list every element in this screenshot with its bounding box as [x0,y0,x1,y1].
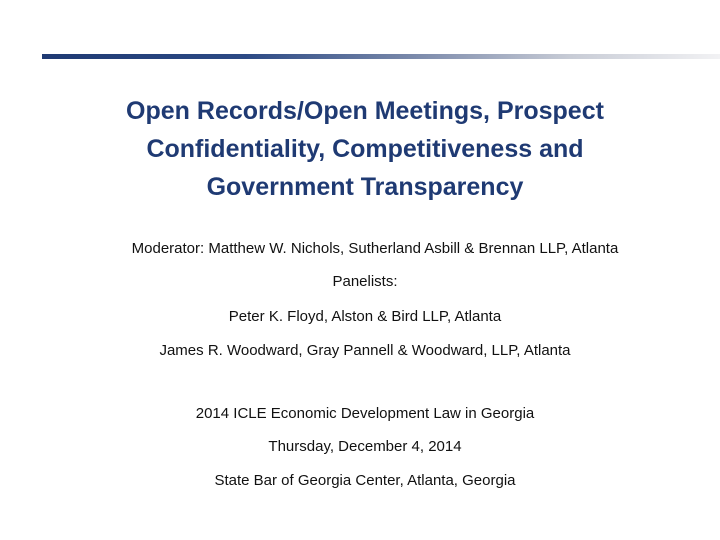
title-line-3: Government Transparency [206,173,524,201]
top-gradient-bar [42,54,720,59]
event-name: 2014 ICLE Economic Development Law in Georgia [195,405,535,422]
title-line-2: Confidentiality, Competitiveness and [146,135,584,163]
event-venue: State Bar of Georgia Center, Atlanta, Georgia [214,472,516,489]
panelist-1: Peter K. Floyd, Alston & Bird LLP, Atlanta [228,308,502,325]
title-line-1: Open Records/Open Meetings, Prospect [126,97,604,125]
event-date: Thursday, December 4, 2014 [268,438,462,455]
panelist-2: James R. Woodward, Gray Pannell & Woodward, LLP, Atlanta [159,342,571,359]
panelists-heading: Panelists: [332,273,398,290]
slide-title [60,92,670,206]
moderator-line: Moderator: Matthew W. Nichols, Sutherland Asbill & Brennan LLP, Atlanta [131,240,619,257]
